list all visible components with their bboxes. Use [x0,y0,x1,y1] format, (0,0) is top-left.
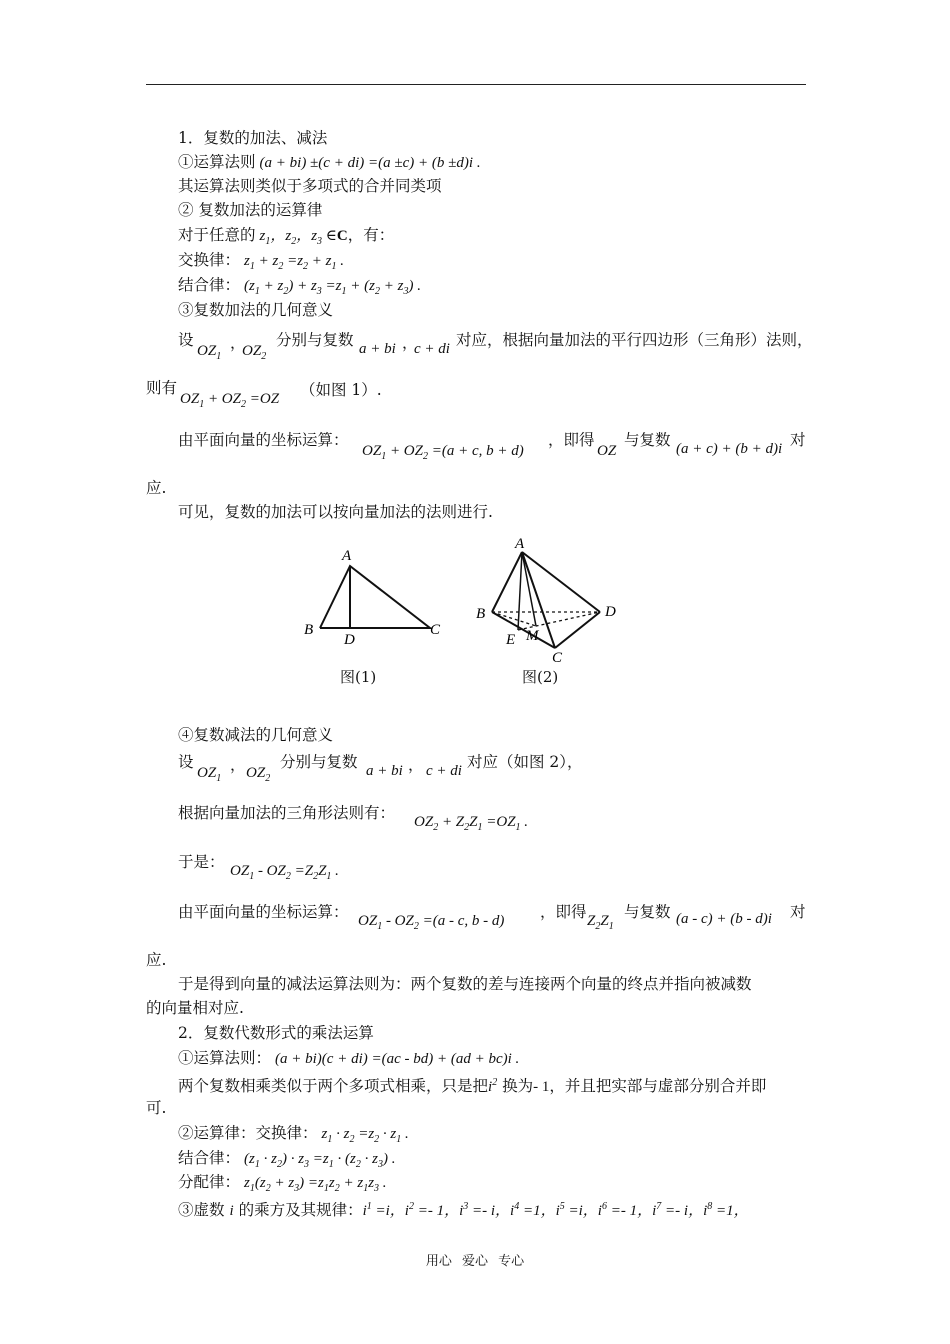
fig2-label-d: D [605,604,616,620]
sub-conclusion-2: 的向量相对应. [146,999,244,1017]
sub-text2: 对应（如图 2）， [467,753,583,771]
coord2-complex: (a - c) + (b - d)i [676,911,772,927]
sub-complex-a-bi: a + bi [366,763,403,779]
geo-set-label: 设 [178,331,194,349]
coord2-formula: $OZ_1 - OZ_2 =(a - c$, b - d) [358,913,505,932]
coord-label: 由平面向量的坐标运算： [178,431,349,449]
coord-oz: OZ [597,443,617,459]
coord2-with: 与复数 [624,903,671,921]
geo-text2: 对应，根据向量加法的平行四边形（三角形）法则， [456,331,813,349]
fig1-label-b: B [304,622,314,638]
so-formula: $OZ_1 - OZ_2 =Z_2Z_1$ . [230,863,339,882]
coord2-label: 由平面向量的坐标运算： [178,903,349,921]
complex-c-di: c + di [414,341,450,357]
fig2-label-c: C [552,650,563,666]
sub-vector-oz1: $OZ_1$ [197,765,222,784]
fig1-caption: 图(1) [340,668,377,686]
add-law-line: 对于任意的 $z_1$，$z_2$，$z_3$ ∈C，有： [178,226,395,247]
then-formula: $OZ_1 + OZ_2 =OZ$ [180,391,280,410]
sub-text1: 分别与复数 [280,753,358,771]
figure-1-triangle [320,566,430,628]
then-fig: （如图 1）. [300,381,382,399]
mul-comm-line: ②运算律：交换律： $z_1 \cdot z_2 =z_2 \cdot z_1$ . [178,1124,409,1145]
fig2-label-b: B [476,606,486,622]
mul-rule-line: ①运算法则： (a + bi)(c + di) =(ac - bd) + (ad + bc)i . [178,1049,520,1067]
coord2-end: 应. [146,951,167,969]
geo-sub-title: ④复数减法的几何意义 [178,726,334,744]
add-law-title: ② 复数加法的运算律 [178,201,323,219]
fig1-label-a: A [342,548,352,564]
coord-corr: 对 [790,431,806,449]
complex-a-bi: a + bi [359,341,396,357]
section-1-title: 1．复数的加法、减法 [178,129,328,147]
so-label: 于是： [178,853,225,871]
coord-end: 应. [146,479,167,497]
sub-set-label: 设 [178,753,194,771]
geo-add-title: ③复数加法的几何意义 [178,301,334,319]
add-conclusion: 可见，复数的加法可以按向量加法的法则进行. [178,503,493,521]
mul-assoc-line: 结合律： $(z_1 \cdot z_2) \cdot z_3 =z_1 \cdot (z_2 \cdot z_3)$ . [178,1149,396,1170]
commutative-line: 交换律： $z_1 + z_2 =z_2 + z_1$ . [178,251,345,272]
fig2-label-e: E [506,632,516,648]
geo-text1: 分别与复数 [276,331,354,349]
fig2-caption: 图(2) [522,668,559,686]
coord-with: 与复数 [624,431,671,449]
vector-oz2: $OZ_2$ [242,343,267,362]
coord2-get: ，即得 [540,903,587,921]
add-note: 其运算法则类似于多项式的合并同类项 [178,177,442,195]
sub-complex-c-di: c + di [426,763,462,779]
coord-complex: (a + c) + (b + d)i [676,441,783,457]
coord2-corr: 对 [790,903,806,921]
fig2-label-a: A [515,538,525,552]
sub-vector-oz2: $OZ_2$ [246,765,271,784]
tri-formula: $OZ_2 + Z_2Z_1 =OZ_1$ . [414,814,529,833]
then-have: 则有 [146,379,178,397]
mul-note-2: 可. [146,1099,167,1117]
mul-note-1: 两个复数相乘类似于两个多项式相乘，只是把$i^2$ 换为- 1，并且把实部与虚部分别合并即 [178,1077,767,1095]
section-2-title: 2．复数代数形式的乘法运算 [178,1024,374,1042]
add-rule-line: ①运算法则 (a + bi) ±(c + di) =(a ±c) + (b ±d)i . [178,153,481,171]
mul-dist-line: 分配律： $z_1(z_2 + z_3) =z_1z_2 + z_1z_3$ . [178,1173,387,1194]
coord-formula: $OZ_1 + OZ_2 =(a + c$, b + d) [362,443,524,462]
header-rule [146,84,806,85]
imag-power-line: ③虚数 i 的乘方及其规律：$i^1 =i$，$i^2 =- 1$，$i^3 =- i$，$i^4 =1$，$i^5 =i$，$i^6 =- 1$，$i^7 =- i$，$i^8 =1$， [178,1201,749,1219]
sub-conclusion-1: 于是得到向量的减法运算法则为：两个复数的差与连接两个向量的终点并指向被减数 [178,975,752,993]
fig1-label-c: C [430,622,441,638]
vector-oz1: $OZ_1$ [197,343,222,362]
coord2-vec: $Z_2Z_1$ [587,913,614,932]
associative-line: 结合律： $(z_1 + z_2) + z_3 =z_1 + (z_2 + z_3)$ . [178,276,421,297]
page-footer: 用心 爱心 专心 [425,1254,525,1269]
coord-get: ，即得 [548,431,595,449]
fig2-label-m: M [526,628,539,644]
fig1-label-d: D [344,632,355,648]
tri-label: 根据向量加法的三角形法则有： [178,804,396,822]
geometry-figures [290,538,640,668]
